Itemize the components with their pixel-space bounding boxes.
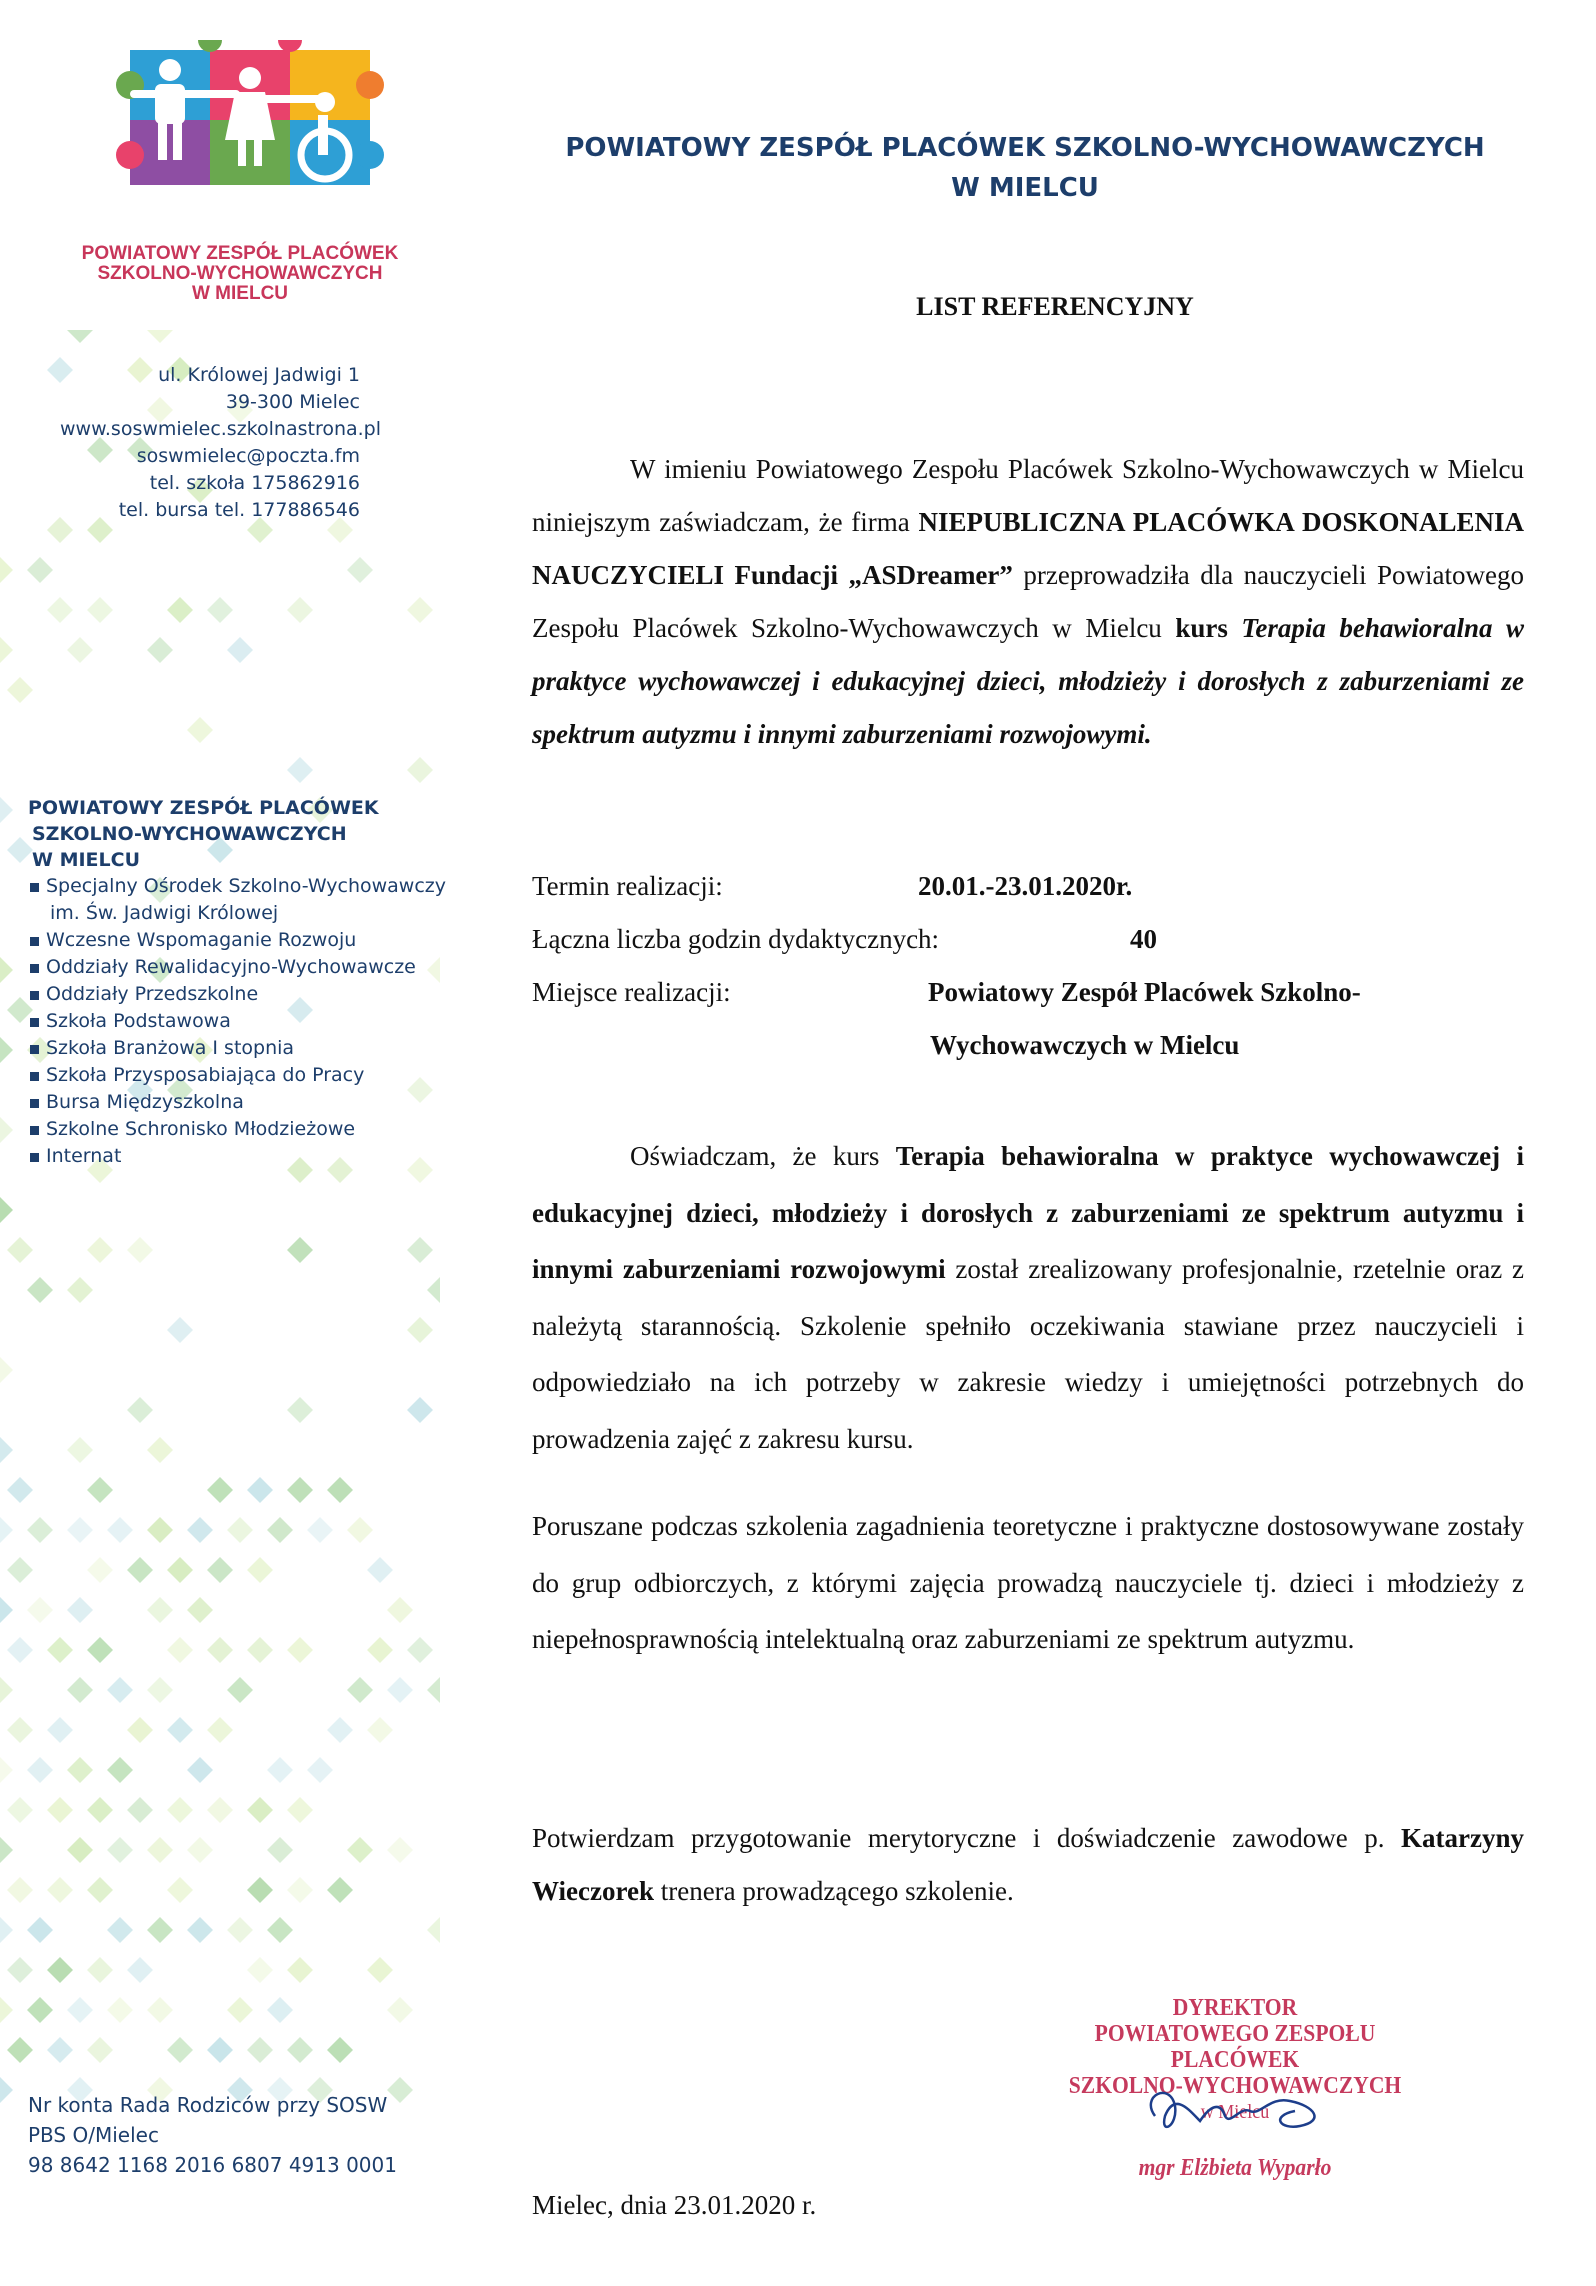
phone-bursa: tel. bursa tel. 177886546 <box>118 499 360 521</box>
pattern-diamond <box>47 597 73 623</box>
pattern-diamond <box>27 1757 53 1783</box>
closing-date: Mielec, dnia 23.01.2020 r. <box>532 2190 817 2220</box>
pattern-diamond <box>167 1317 193 1343</box>
pattern-diamond <box>207 1477 233 1503</box>
pattern-diamond <box>327 1877 353 1903</box>
pattern-diamond <box>7 1797 33 1823</box>
pattern-diamond <box>167 1797 193 1823</box>
pattern-diamond <box>187 1757 213 1783</box>
handwritten-signature-icon <box>1130 2076 1350 2146</box>
pattern-diamond <box>327 2037 353 2063</box>
pattern-diamond <box>107 1757 133 1783</box>
pattern-diamond <box>187 717 213 743</box>
pattern-diamond <box>407 1237 433 1263</box>
pattern-diamond <box>187 1597 213 1623</box>
phone-school: tel. szkoła 175862916 <box>149 472 360 494</box>
pattern-diamond <box>167 597 193 623</box>
unit-item: Oddziały Rewalidacyjno-Wychowawcze <box>28 954 468 981</box>
pattern-diamond <box>207 1717 233 1743</box>
pattern-diamond <box>147 1917 173 1943</box>
pattern-diamond <box>167 1557 193 1583</box>
pattern-diamond <box>67 1597 93 1623</box>
pattern-diamond <box>287 1237 313 1263</box>
decorative-diamond-pattern <box>0 330 440 2130</box>
pattern-diamond <box>427 1917 440 1943</box>
pattern-diamond <box>27 1277 53 1303</box>
pattern-diamond <box>67 1837 93 1863</box>
pattern-diamond <box>7 1717 33 1743</box>
pattern-diamond <box>227 1997 253 2023</box>
pattern-diamond <box>87 1237 113 1263</box>
pattern-diamond <box>347 1677 373 1703</box>
pattern-diamond <box>87 1557 113 1583</box>
bank-account-info: Nr konta Rada Rodziców przy SOSW PBS O/Mielec 98 8642 1168 2016 6807 4913 0001 <box>28 2090 397 2180</box>
pattern-diamond <box>287 2037 313 2063</box>
hours-label: Łączna liczba godzin dydaktycznych: <box>532 924 940 954</box>
pattern-diamond <box>187 1837 213 1863</box>
pattern-diamond <box>227 1677 253 1703</box>
pattern-diamond <box>407 1397 433 1423</box>
pattern-diamond <box>147 1597 173 1623</box>
pattern-diamond <box>67 637 93 663</box>
pattern-diamond <box>67 1757 93 1783</box>
pattern-diamond <box>287 1877 313 1903</box>
pattern-diamond <box>247 1637 273 1663</box>
place-value-line1: Powiatowy Zespół Placówek Szkolno- <box>928 977 1361 1007</box>
unit-item: Internat <box>28 1143 468 1170</box>
pattern-diamond <box>47 2037 73 2063</box>
pattern-diamond <box>27 1517 53 1543</box>
pattern-diamond <box>287 1797 313 1823</box>
pattern-diamond <box>267 1917 293 1943</box>
pattern-diamond <box>307 1757 333 1783</box>
course-title-repeat: Terapia behawioralna w praktyce wychowawczej i edukacyjnej dzieci, młodzieży i dorosłych z zaburzeniami ze spektrum autyzmu i innymi zaburzeniami rozwojowymi <box>532 1141 1524 1284</box>
pattern-diamond <box>187 1517 213 1543</box>
pattern-diamond <box>87 1877 113 1903</box>
pattern-diamond <box>47 1877 73 1903</box>
pattern-diamond <box>147 1517 173 1543</box>
pattern-diamond <box>7 1477 33 1503</box>
letterhead-header: POWIATOWY ZESPÓŁ PLACÓWEK SZKOLNO-WYCHOWAWCZYCH W MIELCU <box>565 133 1485 203</box>
pattern-diamond <box>47 1797 73 1823</box>
contact-address <box>60 362 382 524</box>
pattern-diamond <box>287 1637 313 1663</box>
course-title: Terapia behawioralna w praktyce wychowawczej i edukacyjnej dzieci, młodzieży i dorosłych z zaburzeniami ze spektrum autyzmu i innymi zaburzeniami rozwojowymi. <box>532 613 1524 749</box>
pattern-diamond <box>7 1557 33 1583</box>
pattern-diamond <box>367 1957 393 1983</box>
pattern-diamond <box>67 1277 93 1303</box>
pattern-diamond <box>247 2037 273 2063</box>
place-value-line2: Wychowawczych w Mielcu <box>930 1030 1240 1060</box>
pattern-diamond <box>87 2037 113 2063</box>
street: ul. Królowej Jadwigi 1 <box>158 364 360 386</box>
unit-item-continuation: im. Św. Jadwigi Królowej <box>50 902 279 924</box>
term-value: 20.01.-23.01.2020r. <box>918 871 1133 901</box>
pattern-diamond <box>0 1197 13 1223</box>
pattern-diamond <box>407 1317 433 1343</box>
unit-item: Szkolne Schronisko Młodzieżowe <box>28 1116 468 1143</box>
pattern-diamond <box>347 1837 373 1863</box>
pattern-diamond <box>327 1477 353 1503</box>
pattern-diamond <box>87 597 113 623</box>
pattern-diamond <box>147 1997 173 2023</box>
pattern-diamond <box>0 1437 13 1463</box>
pattern-diamond <box>147 1837 173 1863</box>
pattern-diamond <box>327 1717 353 1743</box>
pattern-diamond <box>167 1877 193 1903</box>
pattern-diamond <box>47 1957 73 1983</box>
pattern-diamond <box>287 1397 313 1423</box>
paragraph-topics: Poruszane podczas szkolenia zagadnienia teoretyczne i praktyczne dostosowywane zostały do grup odbiorczych, z którymi zajęcia prowadzą nauczyciele tj. dzieci i młodzieży z niepełnosprawnością intelektualną oraz zaburzeniami ze spektrum autyzmu. <box>532 1511 1524 1654</box>
unit-item: Bursa Międzyszkolna <box>28 1089 468 1116</box>
pattern-diamond <box>207 1637 233 1663</box>
pattern-diamond <box>0 1917 13 1943</box>
pattern-diamond <box>367 1557 393 1583</box>
pattern-diamond <box>0 1357 13 1383</box>
pattern-diamond <box>7 1957 33 1983</box>
pattern-diamond <box>27 1597 53 1623</box>
pattern-diamond <box>367 1717 393 1743</box>
pattern-diamond <box>127 1557 153 1583</box>
pattern-diamond <box>0 1677 13 1703</box>
term-label: Termin realizacji: <box>532 871 723 901</box>
pattern-diamond <box>427 1277 440 1303</box>
pattern-diamond <box>127 1957 153 1983</box>
pattern-diamond <box>407 597 433 623</box>
pattern-diamond <box>287 757 313 783</box>
pattern-diamond <box>67 1997 93 2023</box>
pattern-diamond <box>247 1957 273 1983</box>
pattern-diamond <box>267 1517 293 1543</box>
paragraph-intro: W imieniu Powiatowego Zespołu Placówek Szkolno-Wychowawczych w Mielcu niniejszym zaświadczam, że firma NIEPUBLICZNA PLACÓWKA DOSKONALENIA NAUCZYCIELI Fundacji „ASDreamer” przeprowadziła dla nauczycieli Powiatowego Zespołu Placówek Szkolno-Wychowawczych w Mielcu kurs Terapia behawioralna w praktyce wychowawczej i edukacyjnej dzieci, młodzieży i dorosłych z zaburzeniami ze spektrum autyzmu i innymi zaburzeniami rozwojowymi. <box>532 454 1524 749</box>
pattern-diamond <box>147 1437 173 1463</box>
pattern-diamond <box>107 1677 133 1703</box>
pattern-diamond <box>207 2037 233 2063</box>
pattern-diamond <box>147 637 173 663</box>
hours-value: 40 <box>1130 924 1157 954</box>
pattern-diamond <box>407 1637 433 1663</box>
pattern-diamond <box>247 1877 273 1903</box>
pattern-diamond <box>47 1717 73 1743</box>
city: 39-300 Mielec <box>225 391 360 413</box>
pattern-diamond <box>27 1917 53 1943</box>
pattern-diamond <box>427 1677 440 1703</box>
pattern-diamond <box>0 1117 13 1143</box>
paragraph-confirmation: Potwierdzam przygotowanie merytoryczne i doświadczenie zawodowe p. Katarzyny Wieczorek trenera prowadzącego szkolenie. <box>532 1823 1524 1906</box>
pattern-diamond <box>87 1797 113 1823</box>
pattern-diamond <box>287 1957 313 1983</box>
company-name: NIEPUBLICZNA PLACÓWKA DOSKONALENIA NAUCZYCIELI Fundacji „ASDreamer” <box>532 507 1524 590</box>
pattern-diamond <box>7 1637 33 1663</box>
pattern-diamond <box>207 1557 233 1583</box>
pattern-diamond <box>107 1997 133 2023</box>
pattern-diamond <box>0 1837 13 1863</box>
unit-item: Szkoła Branżowa I stopnia <box>28 1035 468 1062</box>
paragraph-statement: Oświadczam, że kurs Terapia behawioralna w praktyce wychowawczej i edukacyjnej dzieci, młodzieży i dorosłych z zaburzeniami ze spektrum autyzmu i innymi zaburzeniami rozwojowymi został zrealizowany profesjonalnie, rzetelnie oraz z należytą starannością. Szkolenie spełniło oczekiwania stawiane przez nauczycieli i odpowiedziało na ich potrzeby w zakresie wiedzy i umiejętności potrzebnych do prowadzenia zajęć z zakresu kursu. <box>532 1141 1524 1454</box>
pattern-diamond <box>287 1477 313 1503</box>
pattern-diamond <box>247 1477 273 1503</box>
pattern-diamond <box>127 1717 153 1743</box>
pattern-diamond <box>0 1757 13 1783</box>
pattern-diamond <box>47 1637 73 1663</box>
pattern-diamond <box>7 1877 33 1903</box>
pattern-diamond <box>7 677 33 703</box>
pattern-diamond <box>227 1917 253 1943</box>
pattern-diamond <box>167 2037 193 2063</box>
pattern-diamond <box>67 1437 93 1463</box>
pattern-diamond <box>267 1837 293 1863</box>
unit-item: Szkoła Podstawowa <box>28 1008 468 1035</box>
pattern-diamond <box>147 1677 173 1703</box>
pattern-diamond <box>0 637 13 663</box>
place-label: Miejsce realizacji: <box>532 977 731 1007</box>
pattern-diamond <box>0 797 13 823</box>
pattern-diamond <box>107 1837 133 1863</box>
pattern-diamond <box>247 1557 273 1583</box>
pattern-diamond <box>387 1837 413 1863</box>
director-stamp: DYREKTOR POWIATOWEGO ZESPOŁU PLACÓWEK SZKOLNO-WYCHOWAWCZYCH w Mielcu mgr Elżbieta Wyparło <box>1033 1995 1438 2181</box>
pattern-diamond <box>87 1477 113 1503</box>
pattern-diamond <box>387 1997 413 2023</box>
email-link[interactable]: soswmielec@poczta.fm <box>136 445 360 467</box>
puzzle-people-logo-icon <box>100 40 400 190</box>
pattern-diamond <box>287 597 313 623</box>
pattern-diamond <box>307 1517 333 1543</box>
pattern-diamond <box>87 1637 113 1663</box>
trainer-name: Katarzyny Wieczorek <box>532 1823 1524 1906</box>
pattern-diamond <box>227 637 253 663</box>
unit-item: Oddziały Przedszkolne <box>28 981 468 1008</box>
pattern-diamond <box>207 597 233 623</box>
pattern-diamond <box>167 1637 193 1663</box>
director-name: mgr Elżbieta Wyparło <box>1138 2155 1332 2181</box>
pattern-diamond <box>187 1917 213 1943</box>
pattern-diamond <box>107 1917 133 1943</box>
organization-units <box>28 795 468 1170</box>
pattern-diamond <box>407 757 433 783</box>
pattern-diamond <box>247 1797 273 1823</box>
website-link[interactable]: www.soswmielec.szkolnastrona.pl <box>60 418 382 440</box>
pattern-diamond <box>147 330 173 343</box>
pattern-diamond <box>387 1677 413 1703</box>
pattern-diamond <box>0 1517 13 1543</box>
document-title: LIST REFERENCYJNY <box>916 292 1194 321</box>
pattern-diamond <box>207 1797 233 1823</box>
unit-item: Wczesne Wspomaganie Rozwoju <box>28 927 468 954</box>
pattern-diamond <box>0 957 13 983</box>
course-details <box>532 860 1532 1072</box>
pattern-diamond <box>267 1757 293 1783</box>
pattern-diamond <box>87 1957 113 1983</box>
unit-item: Szkoła Przysposabiająca do Pracy <box>28 1062 468 1089</box>
pattern-diamond <box>0 557 13 583</box>
pattern-diamond <box>7 2037 33 2063</box>
pattern-diamond <box>27 1997 53 2023</box>
unit-item: Specjalny Ośrodek Szkolno-Wychowawczy <box>28 873 468 900</box>
pattern-diamond <box>167 1717 193 1743</box>
pattern-diamond <box>347 557 373 583</box>
pattern-diamond <box>127 1237 153 1263</box>
pattern-diamond <box>0 2077 13 2103</box>
pattern-diamond <box>347 1517 373 1543</box>
logo-text: POWIATOWY ZESPÓŁ PLACÓWEK SZKOLNO-WYCHOWAWCZYCH W MIELCU <box>81 243 399 304</box>
pattern-diamond <box>0 1997 13 2023</box>
pattern-diamond <box>127 1397 153 1423</box>
pattern-diamond <box>67 1677 93 1703</box>
pattern-diamond <box>67 330 93 343</box>
organization-title: POWIATOWY ZESPÓŁ PLACÓWEK SZKOLNO-WYCHOWAWCZYCH W MIELCU <box>28 797 379 871</box>
pattern-diamond <box>7 1237 33 1263</box>
pattern-diamond <box>0 1597 13 1623</box>
pattern-diamond <box>107 1517 133 1543</box>
pattern-diamond <box>367 1637 393 1663</box>
pattern-diamond <box>127 1797 153 1823</box>
pattern-diamond <box>0 1037 13 1063</box>
pattern-diamond <box>67 1517 93 1543</box>
pattern-diamond <box>267 1997 293 2023</box>
pattern-diamond <box>227 1517 253 1543</box>
pattern-diamond <box>27 557 53 583</box>
bank-account-number: 98 8642 1168 2016 6807 4913 0001 <box>28 2153 397 2177</box>
pattern-diamond <box>387 1597 413 1623</box>
